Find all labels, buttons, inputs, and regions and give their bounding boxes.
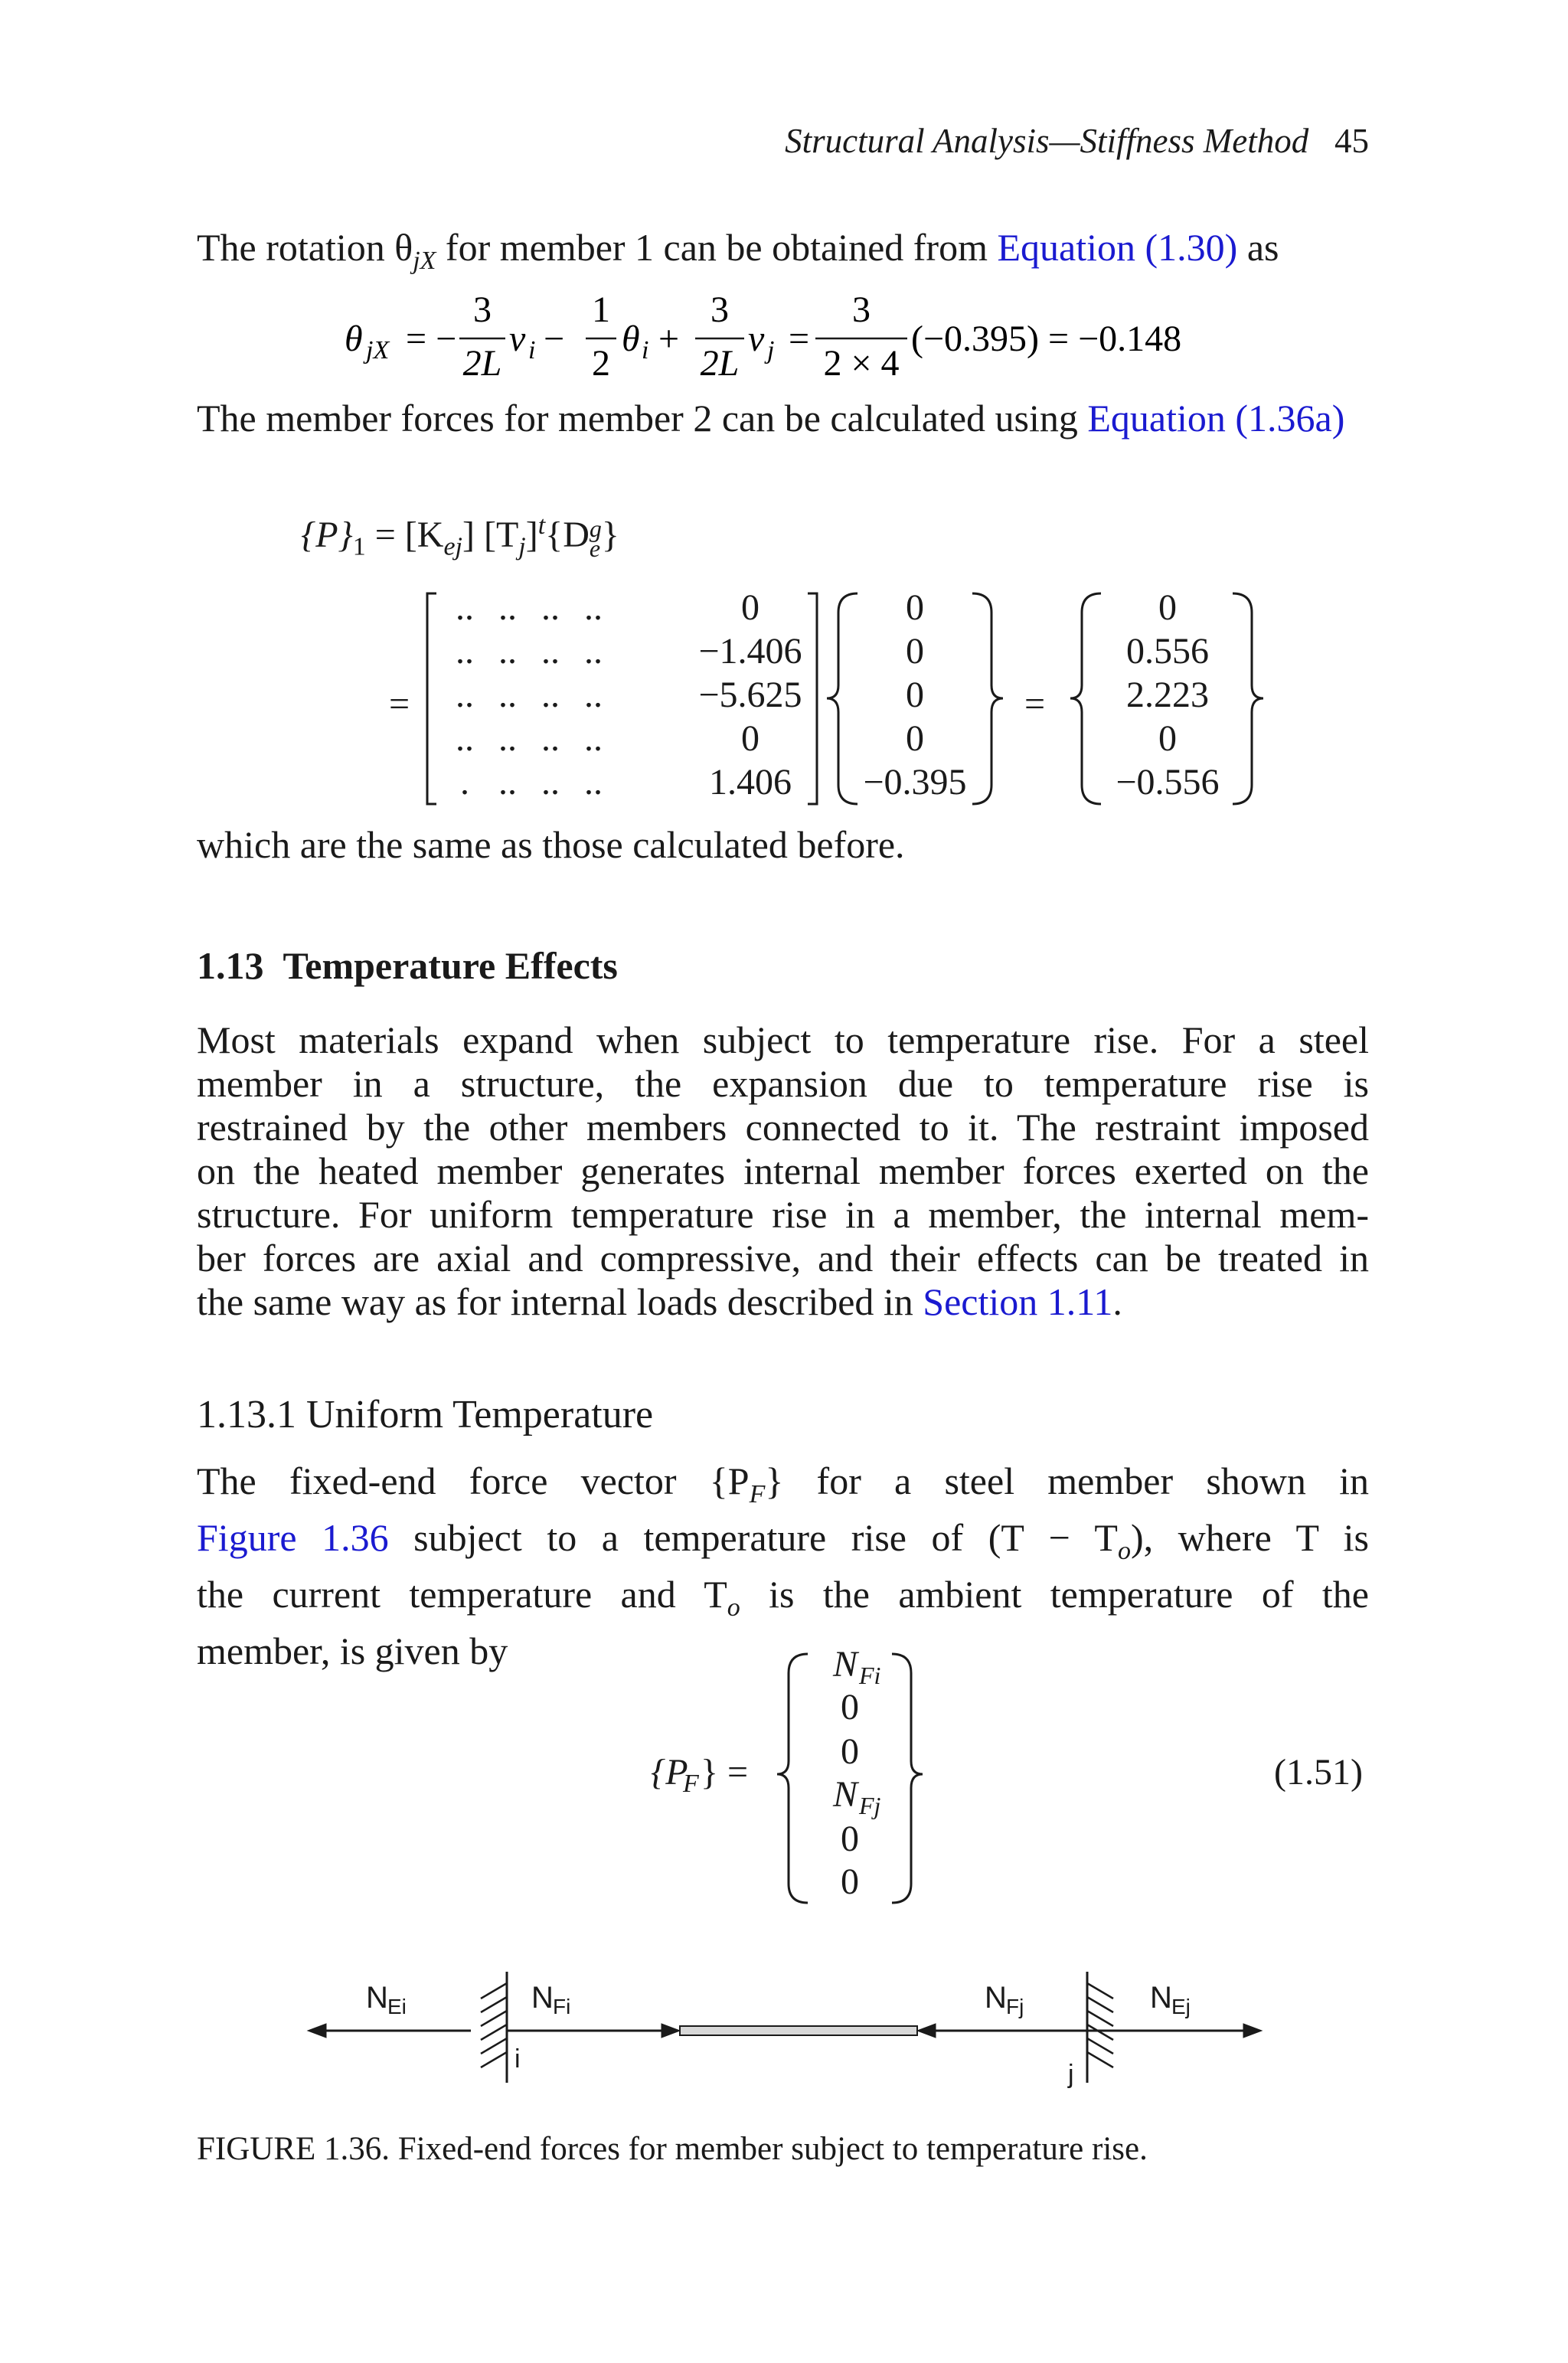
eq2-t-close: ] xyxy=(525,515,538,555)
figure-1-36 xyxy=(299,1953,1294,2098)
eq3-brace-left xyxy=(777,1654,808,1903)
subsection-heading xyxy=(197,1392,653,1437)
p5-l2-sub: o xyxy=(1117,1537,1131,1565)
matrix-dots-entry: . xyxy=(460,762,469,802)
p5-l1-a: The fixed-end force vector {P xyxy=(197,1459,750,1502)
p4-line: restrained by the other members connected to it. The restraint imposed xyxy=(197,1106,1369,1149)
eq3-entry: N xyxy=(833,1774,858,1815)
p5-l1-b: } for a steel member shown in xyxy=(765,1459,1369,1502)
eq1-minus: − xyxy=(544,319,565,359)
section-number: 1.13 xyxy=(197,944,264,987)
eq3-entry: 0 xyxy=(841,1731,859,1772)
label-nfi: N xyxy=(531,1981,554,2015)
equation-member-force xyxy=(301,511,619,562)
p1-text-a: The rotation θ xyxy=(197,226,413,269)
paragraph-member-forces xyxy=(197,397,1369,440)
matrix-last-col-entry: 1.406 xyxy=(709,762,792,802)
paragraph-temperature-effects xyxy=(197,1018,1369,1324)
vector-displacement xyxy=(863,587,966,802)
p5-l2-a: subject to a temperature rise of (T − T xyxy=(388,1516,1118,1559)
eq3-lhs-end: } = xyxy=(701,1752,749,1793)
p5-line-1 xyxy=(197,1459,1369,1516)
eq2-d-sup: g xyxy=(589,514,602,542)
p5-l2-b: ), where T is xyxy=(1130,1516,1369,1559)
subsection-number: 1.13.1 xyxy=(197,1393,296,1436)
p4-last-line xyxy=(197,1280,1369,1324)
member-bar xyxy=(680,2026,917,2035)
p5-line-3 xyxy=(197,1573,1369,1629)
matrix-dots-entry: .. xyxy=(498,631,517,672)
matrix-dots-entry: .. xyxy=(541,762,560,802)
matrix-dots-entry: .. xyxy=(456,587,474,628)
arrow-nej-head xyxy=(1243,2024,1262,2038)
eq2-lhs-sub: 1 xyxy=(352,532,366,561)
paragraph-rotation xyxy=(197,226,1369,283)
vector2-entry: 0 xyxy=(1158,587,1177,628)
p4-line: on the heated member generates internal member forces exerted on the xyxy=(197,1149,1369,1192)
label-node-i: i xyxy=(514,2044,521,2074)
p5-l3-sub: o xyxy=(727,1593,740,1622)
eq1-f4-den: 2 × 4 xyxy=(823,343,900,384)
eq1-f1-num: 3 xyxy=(473,289,492,330)
eq1-v-j: v xyxy=(748,319,765,359)
eq3-entry-sub: Fj xyxy=(859,1792,881,1819)
label-nei: N xyxy=(366,1981,388,2015)
equation-link-1-36a[interactable]: Equation (1.36a) xyxy=(1087,397,1345,440)
equation-1-51 xyxy=(643,1642,1378,1918)
eq3-lhs: {P xyxy=(651,1752,688,1793)
equation-link-1-30[interactable]: Equation (1.30) xyxy=(997,226,1238,269)
eq1-equals: = xyxy=(789,319,810,359)
p4-line: member in a structure, the expansion due to temperature rise is xyxy=(197,1062,1369,1105)
p5-l1-sub: F xyxy=(749,1480,766,1508)
matrix-last-col-entry: −5.625 xyxy=(698,675,802,715)
eq1-f2-den: 2 xyxy=(592,343,610,384)
eq1-theta-i-sub: i xyxy=(642,336,649,364)
eq1-f3-den: 2L xyxy=(700,343,740,384)
section-link-1-11[interactable]: Section 1.11 xyxy=(923,1280,1113,1323)
vector1-brace-right xyxy=(972,593,1003,804)
matrix-dots xyxy=(456,587,603,802)
eq3-entry: 0 xyxy=(841,1687,859,1727)
vector2-entry: 0.556 xyxy=(1126,631,1209,672)
p5-l3-a: the current temperature and T xyxy=(197,1573,727,1616)
eq3-entry: 0 xyxy=(841,1819,859,1859)
label-nej: N xyxy=(1150,1981,1172,2015)
subsection-title: Uniform Temperature xyxy=(306,1393,654,1436)
eq1-f3-num: 3 xyxy=(710,289,729,330)
matrix-equation xyxy=(368,582,1317,819)
p1-text-c: as xyxy=(1237,226,1279,269)
arrow-nfi-head xyxy=(662,2024,680,2038)
label-nei-sub: Ei xyxy=(387,1995,407,2018)
vector1-entry: 0 xyxy=(906,587,924,628)
eq2-t-sub: j xyxy=(518,532,526,561)
matrix-last-col-entry: 0 xyxy=(741,718,760,759)
eq2-k-sub: ej xyxy=(443,532,462,561)
matrix-last-col-entry: −1.406 xyxy=(698,631,802,672)
vector1-entry: 0 xyxy=(906,718,924,759)
matrix-dots-entry: .. xyxy=(456,718,474,759)
p4-last-period: . xyxy=(1112,1280,1122,1323)
eq1-theta-i: θ xyxy=(622,319,640,359)
equation-number-1-51: (1.51) xyxy=(1274,1752,1363,1793)
figure-link-1-36[interactable]: Figure 1.36 xyxy=(197,1516,389,1559)
p3-text: which are the same as those calculated before. xyxy=(197,823,905,866)
vector2-entry: −0.556 xyxy=(1116,762,1220,802)
eq1-v-i: v xyxy=(509,319,526,359)
eq2-d-scripts xyxy=(589,514,602,562)
arrow-nfj-head xyxy=(917,2024,936,2038)
wall-j-hatch xyxy=(1087,1983,1113,2067)
p5-l3-b: is the ambient temperature of the xyxy=(740,1573,1369,1616)
arrow-nei-head xyxy=(308,2024,326,2038)
eq2-lhs: {P} xyxy=(301,515,353,555)
p4-line: ber forces are axial and compressive, and their effects can be treated in xyxy=(197,1237,1369,1280)
matrix-equals-left: = xyxy=(389,684,410,724)
vector2-entry: 2.223 xyxy=(1126,675,1209,715)
matrix-dots-entry: .. xyxy=(541,718,560,759)
paragraph-fixed-end-force xyxy=(197,1459,1369,1673)
matrix-dots-entry: .. xyxy=(541,587,560,628)
matrix-dots-entry: .. xyxy=(498,762,517,802)
eq2-t-sup: t xyxy=(537,511,546,540)
p4-line: structure. For uniform temperature rise in a member, the internal mem- xyxy=(197,1193,1369,1236)
paragraph-same-as-before xyxy=(197,823,1369,867)
matrix-dots-entry: .. xyxy=(584,631,603,672)
p2-text: The member forces for member 2 can be calculated using xyxy=(197,397,1088,440)
p5-line-2 xyxy=(197,1516,1369,1573)
eq3-entry: N xyxy=(833,1644,858,1685)
matrix-dots-entry: .. xyxy=(456,631,474,672)
eq1-v-j-sub: j xyxy=(767,336,775,364)
eq3-lhs-sub: F xyxy=(683,1770,699,1798)
matrix-dots-entry: .. xyxy=(584,762,603,802)
eq1-lhs: θ xyxy=(345,319,363,359)
matrix-dots-entry: .. xyxy=(584,718,603,759)
label-nfj-sub: Fj xyxy=(1006,1995,1024,2018)
eq1-v-i-sub: i xyxy=(528,336,536,364)
eq3-entries xyxy=(832,1644,881,1902)
eq1-equals-minus: = − xyxy=(406,319,457,359)
label-nfj: N xyxy=(985,1981,1007,2015)
matrix-dots-entry: .. xyxy=(584,675,603,715)
matrix-dots-entry: .. xyxy=(541,631,560,672)
p4-line: Most materials expand when subject to temperature rise. For a steel xyxy=(197,1018,1369,1061)
matrix-last-col-entry: 0 xyxy=(741,587,760,628)
p1-sub: jX xyxy=(413,247,436,275)
vector2-brace-left xyxy=(1070,593,1101,804)
label-nej-sub: Ej xyxy=(1171,1995,1191,2018)
vector1-entry: 0 xyxy=(906,631,924,672)
label-nfi-sub: Fi xyxy=(553,1995,571,2018)
equation-theta-jx xyxy=(322,283,1317,398)
eq3-entry-sub: Fi xyxy=(859,1662,881,1689)
page-number: 45 xyxy=(1334,122,1369,160)
eq1-f2-num: 1 xyxy=(592,289,610,330)
eq2-d: {D xyxy=(545,515,590,555)
eq1-tail: (−0.395) = −0.148 xyxy=(911,319,1182,359)
eq2-d-sub: e xyxy=(589,534,601,562)
eq2-k: = [K xyxy=(374,515,444,555)
matrix-dots-entry: .. xyxy=(498,587,517,628)
matrix-dots-entry: .. xyxy=(541,675,560,715)
running-title: Structural Analysis—Stiffness Method xyxy=(785,122,1309,160)
eq2-d-close: } xyxy=(601,515,619,555)
eq1-f4-num: 3 xyxy=(852,289,871,330)
eq3-entry: 0 xyxy=(841,1861,859,1902)
matrix-dots-entry: .. xyxy=(456,675,474,715)
matrix-equals-right: = xyxy=(1024,684,1046,724)
p4-lines xyxy=(197,1018,1369,1280)
vector1-entry: 0 xyxy=(906,675,924,715)
vector-member-forces xyxy=(1116,587,1219,802)
eq3-brace-right xyxy=(892,1654,923,1903)
matrix-bracket-left xyxy=(427,593,436,804)
p4-last-text: the same way as for internal loads described in xyxy=(197,1280,923,1323)
eq1-f1-den: 2L xyxy=(462,343,502,384)
figure-caption-text: FIGURE 1.36. Fixed-end forces for member subject to temperature rise. xyxy=(197,2131,1148,2167)
matrix-dots-entry: .. xyxy=(584,587,603,628)
label-node-j: j xyxy=(1068,2060,1074,2089)
vector2-brace-right xyxy=(1233,593,1263,804)
vector1-entry: −0.395 xyxy=(863,762,967,802)
running-header xyxy=(710,121,1369,161)
eq1-plus: + xyxy=(658,319,680,359)
eq1-lhs-sub: jX xyxy=(366,336,390,364)
matrix-dots-entry: .. xyxy=(498,675,517,715)
eq2-t: ] [T xyxy=(462,515,519,555)
matrix-bracket-right xyxy=(808,593,817,804)
figure-caption xyxy=(197,2130,1148,2168)
vector2-entry: 0 xyxy=(1158,718,1177,759)
matrix-last-column xyxy=(698,587,802,802)
p5-l4: member, is given by xyxy=(197,1629,508,1672)
wall-i-hatch xyxy=(481,1983,507,2067)
vector1-brace-left xyxy=(827,593,858,804)
matrix-dots-entry: .. xyxy=(498,718,517,759)
section-title: Temperature Effects xyxy=(283,944,618,987)
p1-text-b: for member 1 can be obtained from xyxy=(436,226,998,269)
section-heading xyxy=(197,943,618,988)
